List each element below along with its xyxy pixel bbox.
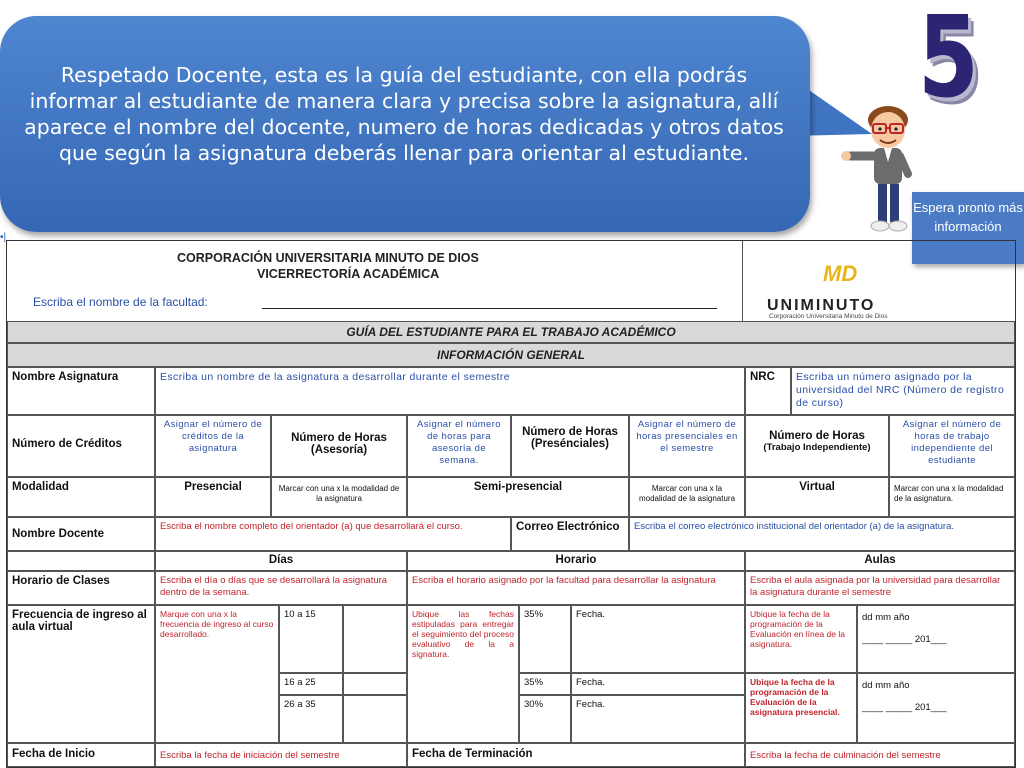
email-field[interactable]: Escriba el correo electrónico institucional del orientador (a) de la asignatura.	[629, 517, 1015, 551]
modality-onsite-check[interactable]: Marcar con una x la modalidad de la asignatura	[271, 477, 407, 517]
speech-bubble-text: Respetado Docente, esta es la guía del estudiante, con ella podrás informar al estudiante de manera clara y precisa sobre la asignatura, allí aparece el nombre del docente, numero de horas dedicadas y otros datos que según la asignatura deberás llenar para orientar al estudiante.	[24, 63, 784, 165]
start-date-label: Fecha de Inicio	[7, 743, 155, 767]
advisory-hours-label: Número de Horas (Asesoría)	[271, 415, 407, 477]
logo-name: UNIMINUTO	[767, 297, 876, 314]
percent-1: 35%	[519, 605, 571, 673]
independent-hours-title: Número de Horas	[769, 430, 865, 442]
onsite-hours-label: Número de Horas (Presénciales)	[511, 415, 629, 477]
logo-sub: Corporación Universitaria Minuto de Dios	[769, 313, 888, 320]
end-date-field[interactable]: Escriba la fecha de culminación del semestre	[745, 743, 1015, 767]
org-name: CORPORACIÓN UNIVERSITARIA MINUTO DE DIOS	[177, 251, 479, 265]
independent-hours-field[interactable]: Asignar el número de horas de trabajo independiente del estudiante	[889, 415, 1015, 477]
section-title: INFORMACIÓN GENERAL	[7, 343, 1015, 367]
range-10-15-check[interactable]	[343, 605, 407, 673]
onsite-eval-date-blanks: ____ _____ 201___	[862, 701, 947, 713]
modality-virtual: Virtual	[745, 477, 889, 517]
onsite-hours-field[interactable]: Asignar el número de horas presenciales en el semestre	[629, 415, 745, 477]
credits-field[interactable]: Asignar el número de créditos de la asignatura	[155, 415, 271, 477]
range-10-15: 10 a 15	[279, 605, 343, 673]
frequency-label: Frecuencia de ingreso al aula virtual	[7, 605, 155, 743]
modality-onsite: Presencial	[155, 477, 271, 517]
modality-virtual-check[interactable]: Marcar con una x la modalidad de la asignatura.	[889, 477, 1015, 517]
form-title: GUÍA DEL ESTUDIANTE PARA EL TRABAJO ACADÉMICO	[7, 321, 1015, 343]
subject-name-field[interactable]: Escriba un nombre de la asignatura a desarrollar durante el semestre	[155, 367, 745, 415]
speech-bubble	[0, 16, 880, 236]
end-date-label: Fecha de Terminación	[407, 743, 745, 767]
range-26-35-check[interactable]	[343, 695, 407, 743]
onsite-eval-hint: Ubique la fecha de la programación de la Evaluación de la asignatura presencial.	[745, 673, 857, 743]
date-3-field[interactable]: Fecha.	[571, 695, 745, 743]
independent-hours-label	[745, 415, 889, 477]
time-field[interactable]: Escriba el horario asignado por la facultad para desarrollar la asignatura	[407, 571, 745, 605]
range-16-25-check[interactable]	[343, 673, 407, 695]
subject-name-label: Nombre Asignatura	[7, 367, 155, 415]
rooms-field[interactable]: Escriba el aula asignada por la universidad para desarrollar la asignatura durante el semestre	[745, 571, 1015, 605]
modality-blended-check[interactable]: Marcar con una x la modalidad de la asignatura	[629, 477, 745, 517]
student-guide-form	[6, 240, 1016, 768]
online-eval-date-header: dd mm año	[862, 612, 910, 623]
logo-area	[743, 241, 1015, 321]
schedule-header-blank	[7, 551, 155, 571]
independent-hours-sub: (Trabajo Independiente)	[763, 442, 871, 453]
form-header	[7, 241, 743, 321]
date-2-field[interactable]: Fecha.	[571, 673, 745, 695]
evaluation-dates-hint: Ubique las fechas estipuladas para entregar el seguimiento del proceso evaluativo de la a signatura.	[407, 605, 519, 743]
class-schedule-label: Horario de Clases	[7, 571, 155, 605]
logo-mark: MD	[823, 261, 858, 286]
modality-blended: Semi-presencial	[407, 477, 629, 517]
nrc-label: NRC	[745, 367, 791, 415]
onsite-eval-date[interactable]	[857, 673, 1015, 743]
credits-label: Número de Créditos	[7, 415, 155, 477]
start-date-field[interactable]: Escriba la fecha de iniciación del semestre	[155, 743, 407, 767]
slide-number: 5	[918, 0, 976, 123]
rooms-header: Aulas	[745, 551, 1015, 571]
faculty-prompt: Escriba el nombre de la facultad:	[33, 295, 208, 309]
range-26-35: 26 a 35	[279, 695, 343, 743]
nrc-field[interactable]: Escriba un número asignado por la universidad del NRC (Número de registro de curso)	[791, 367, 1015, 415]
modality-label: Modalidad	[7, 477, 155, 517]
teacher-name-field[interactable]: Escriba el nombre completo del orientador (a) que desarrollará el curso.	[155, 517, 511, 551]
frequency-field[interactable]: Marque con una x la frecuencia de ingreso al curso desarrollado.	[155, 605, 279, 743]
range-16-25: 16 a 25	[279, 673, 343, 695]
time-header: Horario	[407, 551, 745, 571]
days-header: Días	[155, 551, 407, 571]
percent-3: 30%	[519, 695, 571, 743]
online-eval-date[interactable]	[857, 605, 1015, 673]
email-label: Correo Electrónico	[511, 517, 629, 551]
date-1-field[interactable]: Fecha.	[571, 605, 745, 673]
advisory-hours-field[interactable]: Asignar el número de horas para asesoría de semana.	[407, 415, 511, 477]
days-field[interactable]: Escriba el día o días que se desarrollará la asignatura dentro de la semana.	[155, 571, 407, 605]
faculty-line[interactable]	[262, 308, 717, 309]
info-note: Espera pronto más información	[912, 192, 1024, 264]
onsite-eval-date-header: dd mm año	[862, 680, 910, 691]
edge-mark: •|	[0, 232, 7, 243]
online-eval-hint: Ubique la fecha de la programación de la Evaluación en línea de la asignatura.	[745, 605, 857, 673]
vice-name: VICERRECTORÍA ACADÉMICA	[257, 267, 440, 281]
teacher-name-label: Nombre Docente	[7, 517, 155, 551]
percent-2: 35%	[519, 673, 571, 695]
online-eval-date-blanks: ____ _____ 201___	[862, 633, 947, 645]
